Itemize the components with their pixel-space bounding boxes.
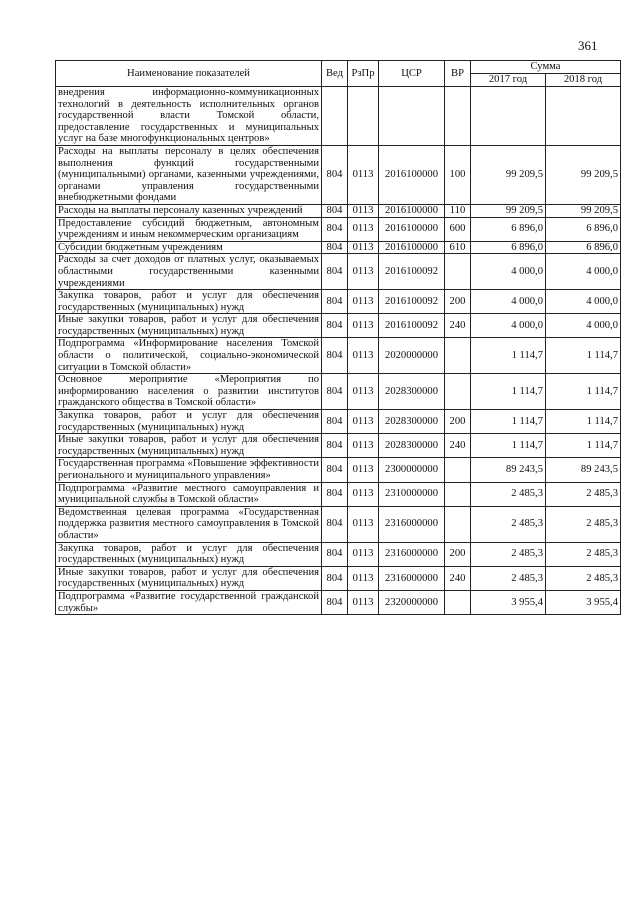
row-2018-amount: 89 243,5	[546, 458, 621, 482]
row-2018-amount: 2 485,3	[546, 506, 621, 542]
row-csr-cell: 2320000000	[379, 590, 445, 614]
header-csr: ЦСР	[379, 61, 445, 87]
row-name-cell: Расходы на выплаты персоналу казенных учреждений	[56, 204, 322, 217]
row-ved-cell: 804	[322, 217, 348, 241]
row-csr-cell: 2316000000	[379, 506, 445, 542]
row-ved-cell: 804	[322, 590, 348, 614]
row-csr-cell: 2016100092	[379, 314, 445, 338]
row-vr-cell	[445, 506, 471, 542]
row-2017-amount: 6 896,0	[471, 217, 546, 241]
table-row	[56, 434, 621, 458]
row-2018-amount: 1 114,7	[546, 374, 621, 410]
header-rzpr: РзПр	[348, 61, 379, 87]
row-2018-amount	[546, 87, 621, 146]
row-ved-cell	[322, 87, 348, 146]
table-row	[56, 241, 621, 254]
row-rzpr-cell	[348, 87, 379, 146]
table-body	[56, 87, 621, 615]
row-name-cell: Расходы за счет доходов от платных услуг, оказываемых областными государственными казенными учреждениями	[56, 254, 322, 290]
row-csr-cell: 2016100000	[379, 241, 445, 254]
row-csr-cell	[379, 87, 445, 146]
row-rzpr-cell: 0113	[348, 254, 379, 290]
table-row	[56, 458, 621, 482]
row-csr-cell: 2310000000	[379, 482, 445, 506]
table-row	[56, 314, 621, 338]
row-vr-cell	[445, 590, 471, 614]
row-csr-cell: 2316000000	[379, 566, 445, 590]
row-rzpr-cell: 0113	[348, 566, 379, 590]
row-ved-cell: 804	[322, 204, 348, 217]
row-ved-cell: 804	[322, 542, 348, 566]
row-rzpr-cell: 0113	[348, 314, 379, 338]
row-vr-cell: 610	[445, 241, 471, 254]
row-ved-cell: 804	[322, 374, 348, 410]
row-ved-cell: 804	[322, 145, 348, 204]
row-2017-amount: 89 243,5	[471, 458, 546, 482]
header-name: Наименование показателей	[56, 61, 322, 87]
row-rzpr-cell: 0113	[348, 290, 379, 314]
row-vr-cell	[445, 374, 471, 410]
row-ved-cell: 804	[322, 410, 348, 434]
row-csr-cell: 2016100092	[379, 290, 445, 314]
row-2018-amount: 1 114,7	[546, 434, 621, 458]
table-row	[56, 506, 621, 542]
row-2018-amount: 6 896,0	[546, 217, 621, 241]
row-ved-cell: 804	[322, 241, 348, 254]
table-header	[56, 61, 621, 87]
row-name-cell: внедрения информационно-коммуникационных технологий в деятельность исполнительных органов государственной власти Томской области, предоставление государственных и муниципальных услуг на базе многофункциональных центров»	[56, 87, 322, 146]
row-vr-cell	[445, 254, 471, 290]
row-ved-cell: 804	[322, 314, 348, 338]
row-2018-amount: 4 000,0	[546, 290, 621, 314]
row-rzpr-cell: 0113	[348, 410, 379, 434]
row-2017-amount: 3 955,4	[471, 590, 546, 614]
row-vr-cell: 600	[445, 217, 471, 241]
row-2017-amount: 2 485,3	[471, 482, 546, 506]
row-rzpr-cell: 0113	[348, 506, 379, 542]
row-rzpr-cell: 0113	[348, 374, 379, 410]
table-row	[56, 87, 621, 146]
header-ved: Вед	[322, 61, 348, 87]
table-row	[56, 145, 621, 204]
row-name-cell: Подпрограмма «Развитие государственной гражданской службы»	[56, 590, 322, 614]
row-csr-cell: 2028300000	[379, 410, 445, 434]
table-row	[56, 374, 621, 410]
row-2018-amount: 1 114,7	[546, 410, 621, 434]
page-number: 361	[578, 38, 598, 53]
row-name-cell: Закупка товаров, работ и услуг для обеспечения государственных (муниципальных) нужд	[56, 290, 322, 314]
row-csr-cell: 2028300000	[379, 374, 445, 410]
row-ved-cell: 804	[322, 434, 348, 458]
row-rzpr-cell: 0113	[348, 434, 379, 458]
row-csr-cell: 2016100000	[379, 217, 445, 241]
row-vr-cell: 100	[445, 145, 471, 204]
row-2017-amount: 1 114,7	[471, 434, 546, 458]
row-ved-cell: 804	[322, 482, 348, 506]
row-name-cell: Расходы на выплаты персоналу в целях обеспечения выполнения функций государственными (муниципальными) органами, казенными учреждениями, органами управления государственными внебюджетными фондами	[56, 145, 322, 204]
table-row	[56, 338, 621, 374]
row-rzpr-cell: 0113	[348, 241, 379, 254]
row-rzpr-cell: 0113	[348, 204, 379, 217]
header-sum: Сумма	[471, 61, 621, 74]
table-row	[56, 290, 621, 314]
row-name-cell: Основное мероприятие «Мероприятия по информированию населения о развитии институтов гражданского общества в Томской области»	[56, 374, 322, 410]
table-row	[56, 566, 621, 590]
row-name-cell: Подпрограмма «Развитие местного самоуправления и муниципальной службы в Томской области»	[56, 482, 322, 506]
table-row	[56, 482, 621, 506]
table-row	[56, 410, 621, 434]
row-rzpr-cell: 0113	[348, 482, 379, 506]
row-2018-amount: 4 000,0	[546, 314, 621, 338]
row-2017-amount: 1 114,7	[471, 374, 546, 410]
row-vr-cell: 200	[445, 410, 471, 434]
row-csr-cell: 2316000000	[379, 542, 445, 566]
row-csr-cell: 2016100000	[379, 145, 445, 204]
row-vr-cell	[445, 87, 471, 146]
row-2017-amount: 2 485,3	[471, 506, 546, 542]
row-2018-amount: 2 485,3	[546, 566, 621, 590]
row-name-cell: Подпрограмма «Информирование населения Томской области о политической, социально-экономической ситуации в Томской области»	[56, 338, 322, 374]
row-rzpr-cell: 0113	[348, 542, 379, 566]
row-ved-cell: 804	[322, 290, 348, 314]
table-row	[56, 542, 621, 566]
row-rzpr-cell: 0113	[348, 590, 379, 614]
row-ved-cell: 804	[322, 566, 348, 590]
row-csr-cell: 2020000000	[379, 338, 445, 374]
row-name-cell: Ведомственная целевая программа «Государственная поддержка развития местного самоуправления в Томской области»	[56, 506, 322, 542]
row-rzpr-cell: 0113	[348, 338, 379, 374]
row-2018-amount: 3 955,4	[546, 590, 621, 614]
row-ved-cell: 804	[322, 338, 348, 374]
row-2017-amount	[471, 87, 546, 146]
row-rzpr-cell: 0113	[348, 145, 379, 204]
row-rzpr-cell: 0113	[348, 458, 379, 482]
row-2017-amount: 4 000,0	[471, 314, 546, 338]
header-2018: 2018 год	[546, 74, 621, 87]
header-2017: 2017 год	[471, 74, 546, 87]
row-2017-amount: 6 896,0	[471, 241, 546, 254]
row-name-cell: Иные закупки товаров, работ и услуг для обеспечения государственных (муниципальных) нужд	[56, 566, 322, 590]
row-vr-cell	[445, 482, 471, 506]
row-name-cell: Иные закупки товаров, работ и услуг для обеспечения государственных (муниципальных) нужд	[56, 434, 322, 458]
row-name-cell: Предоставление субсидий бюджетным, автономным учреждениям и иным некоммерческим организациям	[56, 217, 322, 241]
header-vr: ВР	[445, 61, 471, 87]
row-vr-cell	[445, 458, 471, 482]
row-2017-amount: 99 209,5	[471, 145, 546, 204]
row-2018-amount: 6 896,0	[546, 241, 621, 254]
row-vr-cell: 200	[445, 290, 471, 314]
table-row	[56, 217, 621, 241]
row-2017-amount: 1 114,7	[471, 410, 546, 434]
row-csr-cell: 2028300000	[379, 434, 445, 458]
row-2017-amount: 2 485,3	[471, 542, 546, 566]
row-2018-amount: 99 209,5	[546, 204, 621, 217]
table-row	[56, 590, 621, 614]
row-2017-amount: 4 000,0	[471, 290, 546, 314]
row-2018-amount: 2 485,3	[546, 482, 621, 506]
row-vr-cell	[445, 338, 471, 374]
row-name-cell: Государственная программа «Повышение эффективности регионального и муниципального управления»	[56, 458, 322, 482]
row-csr-cell: 2016100092	[379, 254, 445, 290]
row-2017-amount: 4 000,0	[471, 254, 546, 290]
row-vr-cell: 240	[445, 314, 471, 338]
row-2017-amount: 1 114,7	[471, 338, 546, 374]
row-csr-cell: 2300000000	[379, 458, 445, 482]
row-2018-amount: 1 114,7	[546, 338, 621, 374]
row-name-cell: Иные закупки товаров, работ и услуг для обеспечения государственных (муниципальных) нужд	[56, 314, 322, 338]
row-ved-cell: 804	[322, 254, 348, 290]
row-2018-amount: 4 000,0	[546, 254, 621, 290]
row-rzpr-cell: 0113	[348, 217, 379, 241]
row-ved-cell: 804	[322, 506, 348, 542]
budget-table	[55, 60, 621, 615]
row-vr-cell: 240	[445, 566, 471, 590]
row-name-cell: Закупка товаров, работ и услуг для обеспечения государственных (муниципальных) нужд	[56, 542, 322, 566]
row-vr-cell: 240	[445, 434, 471, 458]
row-name-cell: Закупка товаров, работ и услуг для обеспечения государственных (муниципальных) нужд	[56, 410, 322, 434]
row-name-cell: Субсидии бюджетным учреждениям	[56, 241, 322, 254]
row-2017-amount: 99 209,5	[471, 204, 546, 217]
table-row	[56, 254, 621, 290]
row-2018-amount: 2 485,3	[546, 542, 621, 566]
row-vr-cell: 110	[445, 204, 471, 217]
row-vr-cell: 200	[445, 542, 471, 566]
table-row	[56, 204, 621, 217]
row-csr-cell: 2016100000	[379, 204, 445, 217]
row-2017-amount: 2 485,3	[471, 566, 546, 590]
row-ved-cell: 804	[322, 458, 348, 482]
row-2018-amount: 99 209,5	[546, 145, 621, 204]
